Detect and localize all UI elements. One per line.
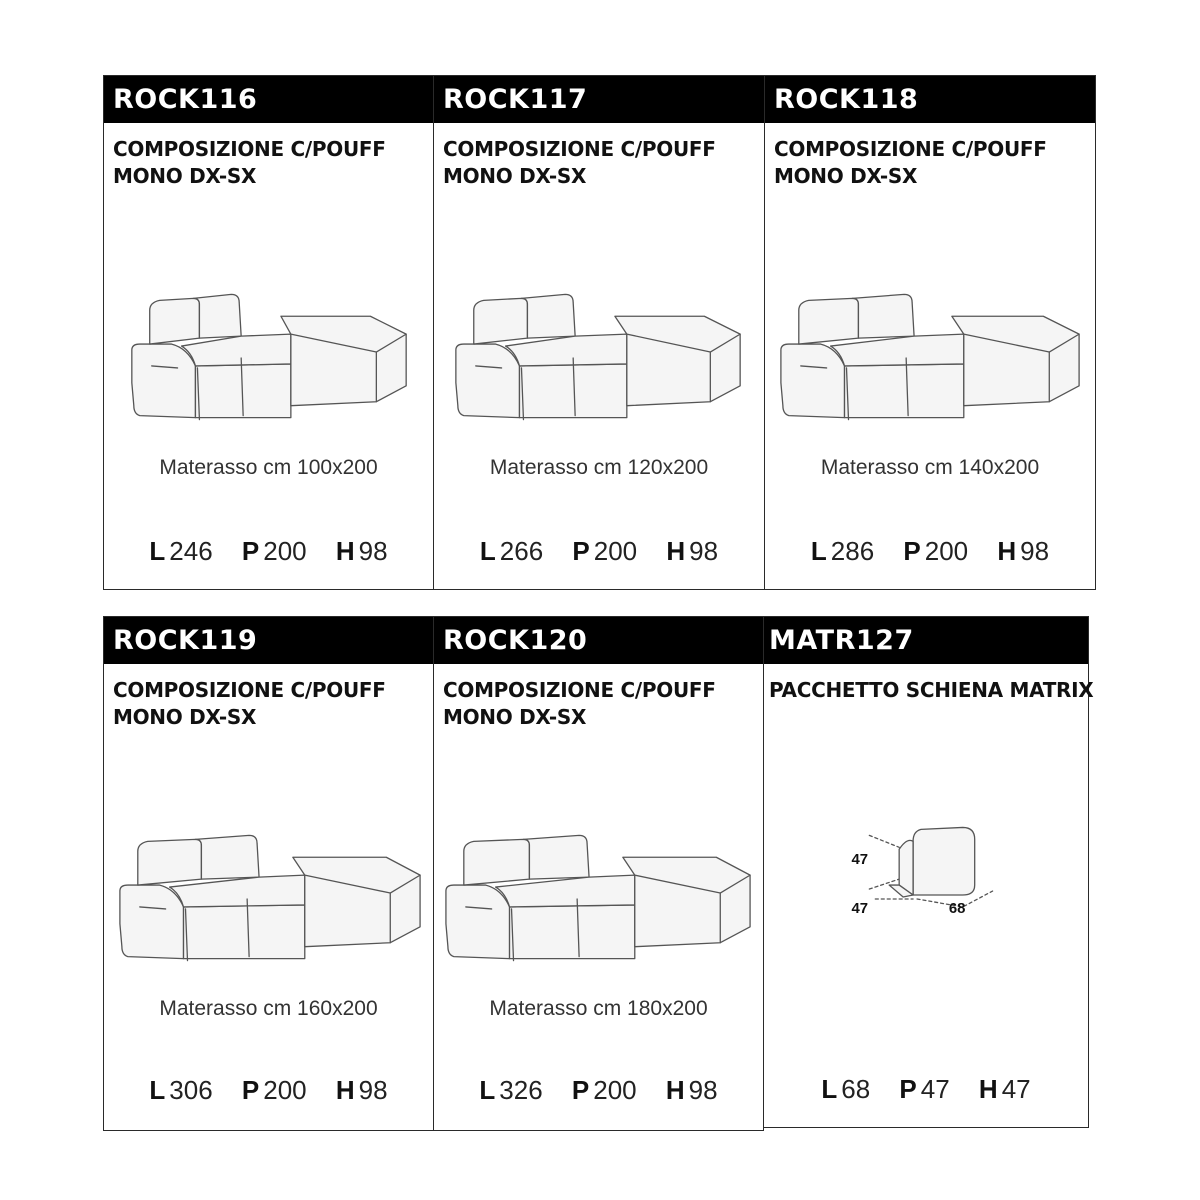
sofa-illustration [104, 767, 433, 1027]
dimension-label: P [899, 1074, 917, 1104]
dimension-label: L [479, 536, 496, 566]
product-code: ROCK118 [765, 76, 1095, 123]
mattress-size: Materasso cm 100x200 [159, 456, 378, 479]
dimension-value: 306 [169, 1075, 213, 1105]
dimension-label: P [572, 536, 590, 566]
product-title [774, 136, 1089, 190]
dimension-value: 200 [593, 1075, 637, 1105]
dimension-value: 98 [358, 536, 388, 566]
dimension-label: L [810, 536, 827, 566]
dimension-label: P [241, 536, 260, 566]
product-title [113, 677, 427, 731]
dimension-length [821, 1074, 870, 1104]
dimensions [764, 1074, 1088, 1105]
dimension-height [666, 536, 718, 566]
drawing-label-height: 47 [851, 852, 869, 869]
dimensions [104, 1075, 433, 1106]
dimension-height [336, 1075, 388, 1105]
sofa-drawing [434, 226, 764, 486]
mattress-size: Materasso cm 180x200 [489, 997, 708, 1020]
product-code: ROCK119 [104, 617, 433, 664]
dimension-label: L [479, 1075, 496, 1105]
product-title-line: MONO DX-SX [443, 705, 587, 729]
product-title [443, 136, 758, 190]
dimension-value: 200 [593, 536, 638, 566]
dimension-value: 98 [1020, 536, 1050, 566]
dimension-label: L [149, 1075, 166, 1105]
product-code: ROCK117 [434, 76, 764, 123]
dimension-label: H [997, 536, 1017, 566]
product-title-line: COMPOSIZIONE C/POUFF [443, 137, 716, 161]
mattress-size: Materasso cm 120x200 [489, 456, 709, 479]
dimension-label: P [571, 1075, 590, 1105]
sofa-drawing [765, 226, 1095, 486]
product-card-rock118 [764, 75, 1096, 590]
dimension-depth [572, 1075, 637, 1105]
dimension-label: P [903, 536, 921, 566]
dimension-value: 47 [1001, 1074, 1031, 1104]
product-title-line: MONO DX-SX [113, 705, 257, 729]
product-code: ROCK120 [434, 617, 763, 664]
sofa-drawing [434, 767, 763, 1027]
dimension-height [997, 536, 1049, 566]
product-title-line: MONO DX-SX [113, 164, 257, 188]
dimension-value: 98 [689, 536, 719, 566]
dimension-label: H [666, 536, 686, 566]
dimension-value: 246 [169, 536, 213, 566]
dimensions [434, 536, 764, 567]
dimension-height [979, 1074, 1031, 1104]
dimensions [765, 536, 1095, 567]
dimensions [104, 536, 433, 567]
product-card-rock120 [433, 616, 764, 1131]
dimension-value: 200 [263, 536, 307, 566]
dimension-value: 98 [358, 1075, 388, 1105]
dimension-label: H [335, 536, 355, 566]
backrest-drawing [764, 767, 1088, 1027]
dimension-depth [572, 536, 637, 566]
dimension-label: L [149, 536, 166, 566]
product-title [113, 136, 427, 190]
dimension-length [149, 536, 212, 566]
dimension-depth [899, 1074, 949, 1104]
dimension-length [811, 536, 874, 566]
drawing-label-width: 68 [948, 900, 966, 917]
dimension-label: H [335, 1075, 355, 1105]
dimension-value: 47 [920, 1074, 950, 1104]
sofa-illustration [434, 767, 763, 1027]
dimension-depth [242, 536, 307, 566]
sofa-drawing [104, 226, 433, 486]
product-title [443, 677, 757, 731]
dimension-length [479, 1075, 542, 1105]
dimension-label: H [978, 1074, 998, 1104]
dimension-label: P [241, 1075, 260, 1105]
sofa-drawing [104, 767, 433, 1027]
dimension-value: 98 [688, 1075, 718, 1105]
backrest-illustration [764, 767, 1088, 1027]
product-code: ROCK116 [104, 76, 433, 123]
dimension-value: 326 [499, 1075, 543, 1105]
dimensions [434, 1075, 763, 1106]
sofa-illustration [434, 226, 764, 486]
product-title-line: COMPOSIZIONE C/POUFF [774, 137, 1047, 161]
sofa-illustration [765, 226, 1095, 486]
dimension-length [480, 536, 543, 566]
dimension-depth [903, 536, 968, 566]
product-title-line: MONO DX-SX [774, 164, 918, 188]
dimension-depth [242, 1075, 307, 1105]
product-card-rock116 [103, 75, 434, 590]
dimension-label: H [665, 1075, 685, 1105]
product-title-line: COMPOSIZIONE C/POUFF [113, 137, 386, 161]
product-card-rock119 [103, 616, 434, 1131]
product-card-rock117 [433, 75, 765, 590]
drawing-label-depth: 47 [851, 900, 869, 917]
dimension-value: 68 [841, 1074, 871, 1104]
product-title-line: MONO DX-SX [443, 164, 587, 188]
dimension-value: 266 [499, 536, 544, 566]
dimension-length [149, 1075, 212, 1105]
mattress-size: Materasso cm 140x200 [820, 456, 1040, 479]
dimension-value: 200 [924, 536, 969, 566]
mattress-size: Materasso cm 160x200 [159, 997, 378, 1020]
dimension-label: L [821, 1074, 838, 1104]
dimension-height [666, 1075, 718, 1105]
product-title-line: PACCHETTO SCHIENA MATRIX [769, 678, 1094, 702]
product-title-line: COMPOSIZIONE C/POUFF [443, 678, 716, 702]
product-code: MATR127 [764, 617, 1088, 664]
product-title [769, 677, 1094, 704]
dimension-value: 286 [830, 536, 875, 566]
product-card-matr127 [763, 616, 1094, 1128]
dimension-value: 200 [263, 1075, 307, 1105]
product-title-line: COMPOSIZIONE C/POUFF [113, 678, 386, 702]
dimension-height [336, 536, 388, 566]
sofa-illustration [104, 226, 433, 486]
